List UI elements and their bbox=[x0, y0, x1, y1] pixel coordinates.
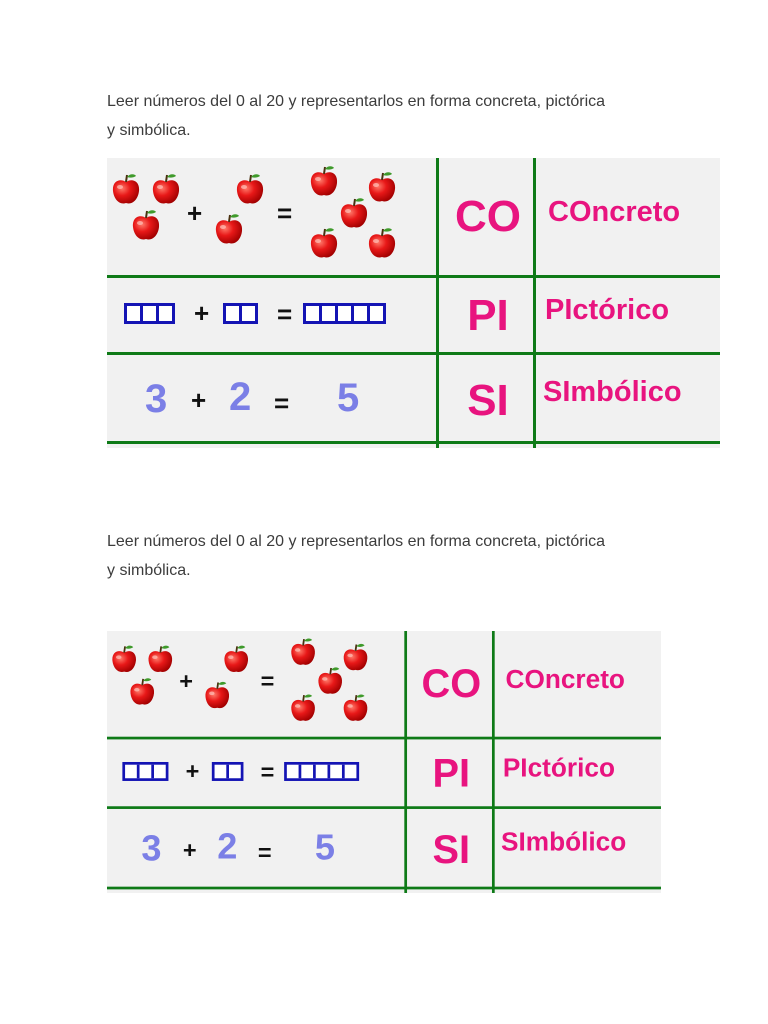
apple-icon bbox=[235, 172, 265, 206]
word-pictorico: PIctórico bbox=[545, 294, 670, 326]
column-divider bbox=[436, 158, 439, 448]
plus-sign: + bbox=[187, 198, 203, 228]
apple-icon bbox=[223, 644, 250, 675]
intro-paragraph-2 bbox=[107, 527, 667, 585]
word-concreto: COncreto bbox=[548, 196, 681, 228]
unit-box-icon bbox=[287, 765, 301, 779]
unit-boxes-2 bbox=[223, 303, 258, 324]
word-concreto: COncreto bbox=[505, 665, 625, 695]
unit-box-icon bbox=[226, 306, 242, 321]
apple-icon bbox=[290, 636, 317, 667]
unit-box-icon bbox=[330, 765, 344, 779]
code-pi: PI bbox=[467, 291, 509, 340]
unit-box-icon bbox=[345, 765, 357, 779]
unit-box-icon bbox=[370, 306, 383, 321]
plus-sign: + bbox=[194, 298, 210, 328]
apple-icon bbox=[290, 692, 317, 723]
number-result: 5 bbox=[314, 827, 335, 868]
word-simbolico: SImbólico bbox=[543, 376, 682, 408]
row-divider bbox=[107, 352, 720, 355]
apple-icon bbox=[131, 208, 161, 242]
apple-icon bbox=[151, 172, 181, 206]
row-divider bbox=[107, 275, 720, 278]
unit-box-icon bbox=[154, 765, 166, 779]
code-si: SI bbox=[467, 376, 509, 425]
apple-icon bbox=[147, 644, 174, 675]
row-divider bbox=[107, 737, 661, 740]
unit-box-icon bbox=[215, 765, 229, 779]
apple-icon bbox=[204, 680, 231, 711]
equals-sign: = bbox=[257, 838, 272, 866]
row-divider bbox=[107, 806, 661, 809]
unit-box-icon bbox=[301, 765, 315, 779]
apple-icon bbox=[129, 676, 156, 707]
figure-inner bbox=[107, 158, 720, 448]
number-result: 5 bbox=[337, 376, 360, 420]
code-co: CO bbox=[421, 661, 482, 706]
equals-sign: = bbox=[277, 299, 293, 329]
unit-box-icon bbox=[242, 306, 255, 321]
unit-box-icon bbox=[140, 765, 154, 779]
representation-table-1 bbox=[107, 158, 720, 448]
paragraph-line: y simbólica. bbox=[107, 122, 191, 139]
apple-icon bbox=[309, 164, 339, 198]
code-co: CO bbox=[455, 192, 521, 241]
representation-table-2 bbox=[107, 631, 661, 893]
equals-sign: = bbox=[274, 388, 290, 418]
unit-boxes-5 bbox=[284, 762, 359, 781]
number-b: 2 bbox=[229, 375, 252, 419]
paragraph-line: Leer números del 0 al 20 y representarlos en forma concreta, pictórica bbox=[107, 93, 606, 110]
plus-sign: + bbox=[191, 385, 207, 415]
apple-icon bbox=[367, 226, 397, 260]
unit-box-icon bbox=[143, 306, 159, 321]
unit-box-icon bbox=[322, 306, 338, 321]
equals-sign: = bbox=[277, 198, 293, 228]
apple-icon bbox=[342, 692, 369, 723]
word-pictorico: PIctórico bbox=[502, 753, 615, 783]
equals-sign: = bbox=[260, 667, 275, 695]
unit-box-icon bbox=[127, 306, 143, 321]
row-divider bbox=[107, 887, 661, 890]
apple-icon bbox=[111, 644, 138, 675]
apple-icon bbox=[339, 196, 369, 230]
unit-box-icon bbox=[306, 306, 322, 321]
apple-icon bbox=[367, 170, 397, 204]
code-pi: PI bbox=[432, 751, 471, 796]
unit-box-icon bbox=[229, 765, 241, 779]
unit-box-icon bbox=[159, 306, 172, 321]
figure-inner bbox=[107, 631, 661, 893]
number-b: 2 bbox=[217, 827, 238, 867]
apple-icon bbox=[111, 172, 141, 206]
apple-icon bbox=[317, 665, 344, 696]
number-a: 3 bbox=[145, 377, 168, 421]
column-divider bbox=[533, 158, 536, 448]
column-divider bbox=[404, 631, 407, 893]
column-divider bbox=[492, 631, 495, 893]
paragraph-line: y simbólica. bbox=[107, 562, 191, 579]
word-simbolico: SImbólico bbox=[501, 827, 627, 857]
unit-box-icon bbox=[354, 306, 370, 321]
plus-sign: + bbox=[179, 667, 194, 695]
apple-icon bbox=[214, 212, 244, 246]
unit-boxes-2 bbox=[212, 762, 244, 781]
row-divider bbox=[107, 441, 720, 444]
paragraph-line: Leer números del 0 al 20 y representarlos en forma concreta, pictórica bbox=[107, 533, 606, 550]
unit-boxes-5 bbox=[303, 303, 386, 324]
number-a: 3 bbox=[141, 828, 162, 869]
code-si: SI bbox=[432, 827, 471, 873]
apple-icon bbox=[309, 226, 339, 260]
unit-boxes-3 bbox=[124, 303, 175, 324]
unit-boxes-3 bbox=[122, 762, 168, 781]
intro-paragraph-1 bbox=[107, 87, 667, 145]
equals-sign: = bbox=[260, 758, 275, 786]
unit-box-icon bbox=[316, 765, 330, 779]
unit-box-icon bbox=[338, 306, 354, 321]
apple-icon bbox=[342, 642, 369, 673]
unit-box-icon bbox=[125, 765, 139, 779]
plus-sign: + bbox=[182, 836, 197, 864]
plus-sign: + bbox=[185, 757, 200, 785]
